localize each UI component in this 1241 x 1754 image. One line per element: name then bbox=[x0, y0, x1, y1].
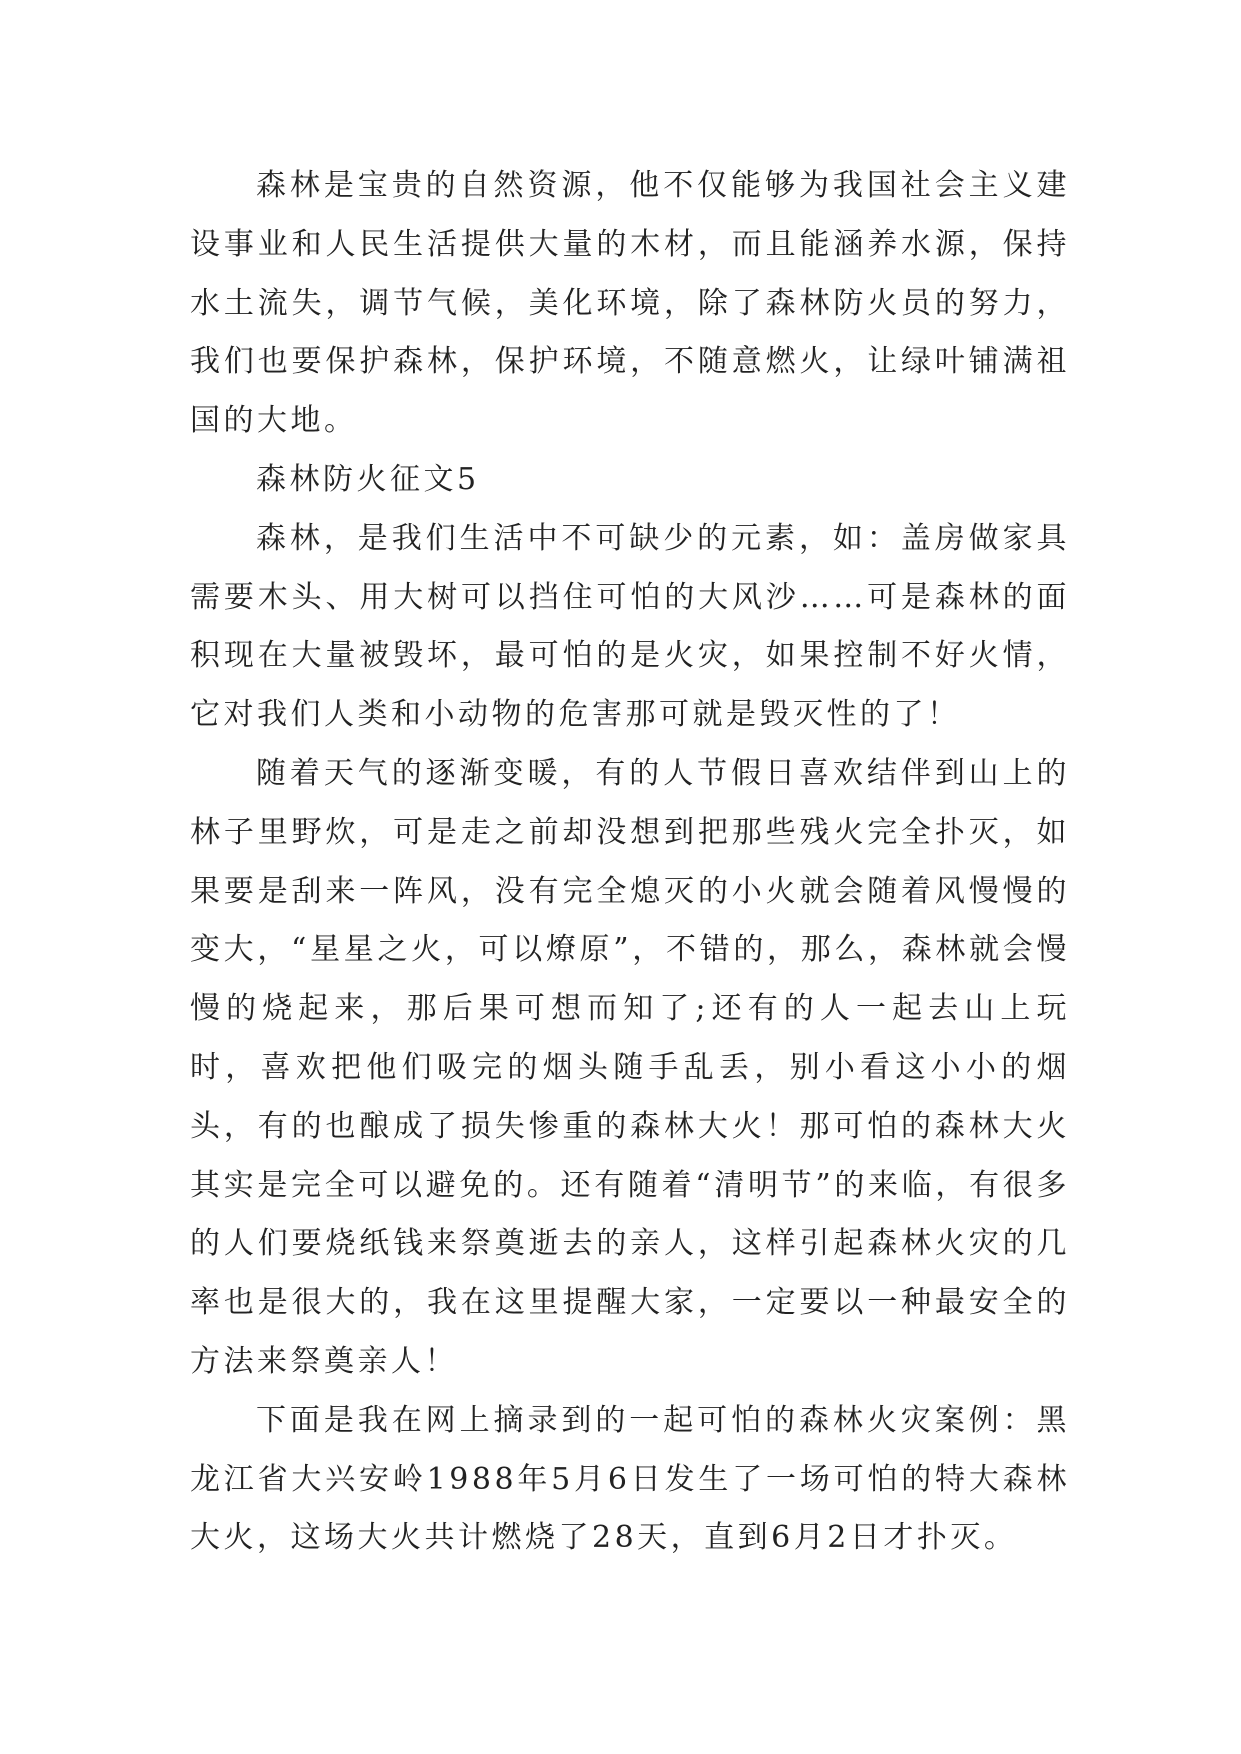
document-body bbox=[190, 157, 1070, 1568]
paragraph-fire-causes: 随着天气的逐渐变暖，有的人节假日喜欢结伴到山上的林子里野炊，可是走之前却没想到把那些残火完全扑灭，如果要是刮来一阵风，没有完全熄灭的小火就会随着风慢慢的变大，“星星之火，可以燎原”，不错的，那么，森林就会慢慢的烧起来，那后果可想而知了;还有的人一起去山上玩时，喜欢把他们吸完的烟头随手乱丢，别小看这小小的烟头，有的也酿成了损失惨重的森林大火！那可怕的森林大火其实是完全可以避免的。还有随着“清明节”的来临，有很多的人们要烧纸钱来祭奠逝去的亲人，这样引起森林火灾的几率也是很大的，我在这里提醒大家，一定要以一种最安全的方法来祭奠亲人！ bbox=[190, 755, 1070, 1379]
paragraph-forest-importance: 森林，是我们生活中不可缺少的元素，如：盖房做家具需要木头、用大树可以挡住可怕的大风沙……可是森林的面积现在大量被毁坏，最可怕的是火灾，如果控制不好火情，它对我们人类和小动物的危害那可就是毁灭性的了！ bbox=[190, 520, 1070, 733]
paragraph-forest-resource: 森林是宝贵的自然资源，他不仅能够为我国社会主义建设事业和人民生活提供大量的木材，而且能涵养水源，保持水土流失，调节气候，美化环境，除了森林防火员的努力，我们也要保护森林，保护环境，不随意燃火，让绿叶铺满祖国的大地。 bbox=[190, 168, 1070, 439]
paragraph-fire-case: 下面是我在网上摘录到的一起可怕的森林火灾案例：黑龙江省大兴安岭1988年5月6日发生了一场可怕的特大森林大火，这场大火共计燃烧了28天，直到6月2日才扑灭。 bbox=[190, 1402, 1070, 1556]
section-heading: 森林防火征文5 bbox=[256, 461, 480, 497]
